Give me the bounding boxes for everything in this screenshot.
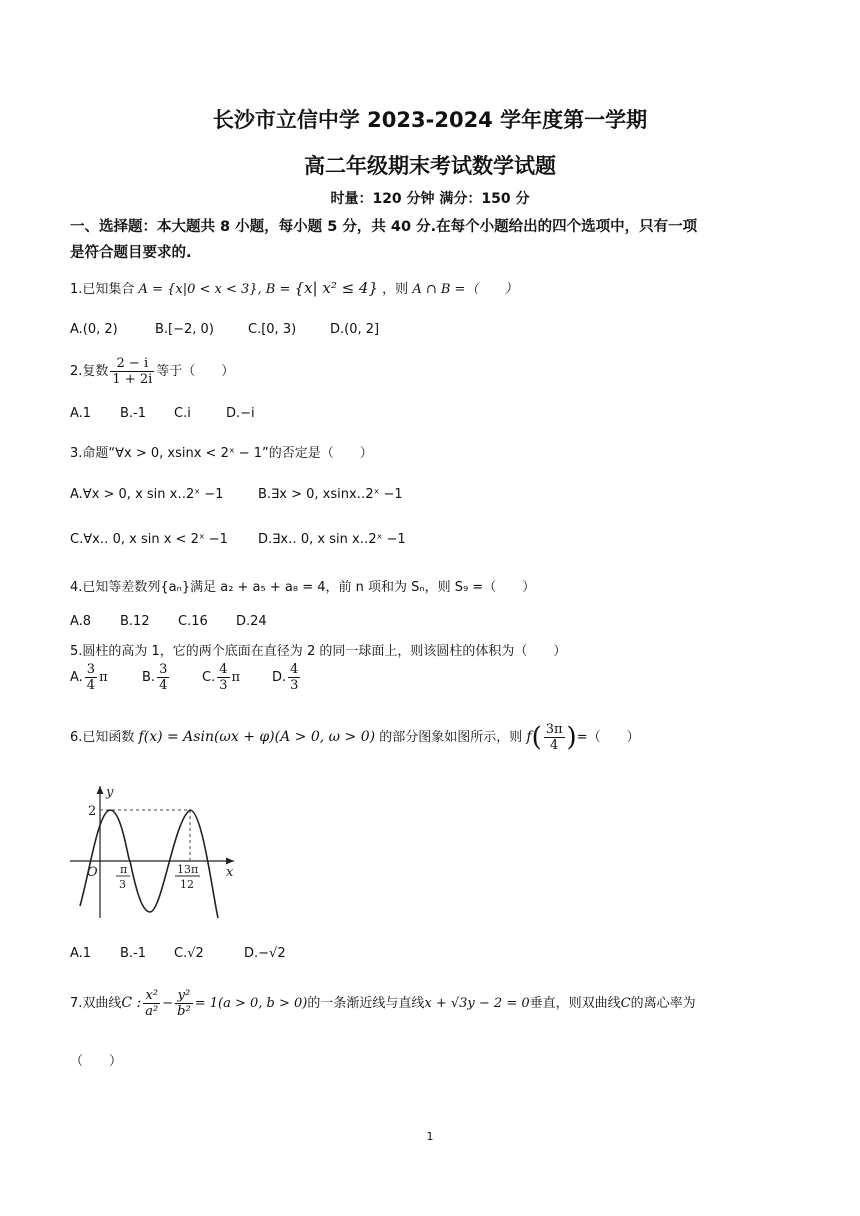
exam-title-line2: 高二年级期末考试数学试题 bbox=[304, 154, 556, 178]
q3-option-c: C.∀x‥ 0, x sin x < 2ˣ −1 bbox=[70, 532, 228, 547]
q7-y2: y² bbox=[175, 988, 193, 1004]
q5-c-tail: π bbox=[231, 670, 241, 685]
q6-sine-graph bbox=[62, 780, 242, 922]
q7-suffix: 垂直，则双曲线 bbox=[529, 996, 621, 1011]
q7-prefix: 7.双曲线 bbox=[70, 996, 122, 1011]
q6-tick2-num: 13π bbox=[177, 863, 199, 876]
q1-suffix: ，则 bbox=[382, 282, 409, 297]
q3-option-d: D.∃x‥ 0, x sin x‥2ˣ −1 bbox=[258, 532, 406, 547]
q1-set-a: A = {x|0 < x < 3}, B = bbox=[138, 282, 291, 297]
q6-option-a: A.1 bbox=[70, 946, 92, 961]
q4-option-a: A.8 bbox=[70, 614, 92, 629]
q7-c: C : bbox=[121, 995, 142, 1011]
q7-end: 的离心率为 bbox=[630, 996, 696, 1011]
q6-y-arrow bbox=[97, 786, 104, 794]
q4-option-c: C.16 bbox=[178, 614, 208, 629]
q6-num: 3π bbox=[545, 722, 563, 737]
q7-x2: x² bbox=[143, 988, 160, 1004]
q6-x-label: x bbox=[226, 865, 234, 880]
q6-mid: 的部分图象如图所示，则 bbox=[379, 730, 523, 745]
q5-b-den: 4 bbox=[159, 678, 168, 693]
q2-denominator: 1 + 2i bbox=[112, 372, 153, 387]
q6-tick1-num: π bbox=[120, 863, 128, 876]
q6-fraction bbox=[544, 722, 565, 753]
q5-a-fraction bbox=[85, 662, 97, 693]
question-5-stem: 5.圆柱的高为 1，它的两个底面在直径为 2 的同一球面上，则该圆柱的体积为（ ） bbox=[70, 644, 567, 659]
q1-option-c: C.[0, 3) bbox=[248, 322, 297, 337]
q7-eq: = 1(a > 0, b > 0) bbox=[194, 996, 308, 1011]
q5-a-tail: π bbox=[99, 670, 108, 685]
q7-b2: b² bbox=[177, 1004, 191, 1019]
q6-func: f(x) = Asin(ωx + φ)(A > 0, ω > 0) bbox=[138, 729, 376, 745]
q5-a-den: 4 bbox=[86, 678, 96, 693]
question-1-stem bbox=[70, 278, 517, 297]
q3-option-a: A.∀x > 0, x sin x‥2ˣ −1 bbox=[70, 487, 224, 502]
section-heading-line1: 一、选择题：本大题共 8 小题，每小题 5 分，共 40 分.在每个小题给出的四个选项中，只有一项 bbox=[70, 219, 698, 235]
q2-numerator: 2 − i bbox=[110, 356, 154, 372]
q7-line: x + √3y − 2 = 0 bbox=[424, 996, 530, 1011]
q2-option-a: A.1 bbox=[70, 406, 92, 421]
q5-c-fraction bbox=[217, 662, 229, 693]
q2-suffix: 等于（ ） bbox=[156, 364, 235, 379]
q1-set-b: {x| x² ≤ 4} bbox=[294, 279, 379, 297]
exam-title-line1: 长沙市立信中学 2023-2024 学年度第一学期 bbox=[212, 108, 648, 132]
exam-time-info: 时量：120 分钟 满分：150 分 bbox=[330, 191, 530, 207]
q6-tick2-den: 12 bbox=[180, 878, 194, 891]
question-4-stem: 4.已知等差数列{aₙ}满足 a₂ + a₅ + a₈ = 4，前 n 项和为 Sₙ，则 S₉ =（ ） bbox=[70, 580, 536, 595]
q4-option-b: B.12 bbox=[120, 614, 150, 629]
q2-option-d: D.−i bbox=[226, 406, 255, 421]
q5-b-label: B. bbox=[142, 670, 156, 685]
q5-d-fraction bbox=[288, 662, 300, 693]
q1-option-a: A.(0, 2) bbox=[70, 322, 118, 337]
q7-a2: a² bbox=[145, 1004, 159, 1019]
q5-a-label: A. bbox=[70, 670, 83, 685]
q5-option-a bbox=[70, 662, 108, 693]
q6-prefix: 6.已知函数 bbox=[70, 730, 135, 745]
q6-origin-label: O bbox=[87, 865, 98, 880]
q5-d-label: D. bbox=[272, 670, 287, 685]
q5-c-num: 4 bbox=[219, 662, 228, 677]
q7-answer-paren: （ ） bbox=[70, 1054, 123, 1069]
q6-x-arrow bbox=[226, 858, 234, 865]
q5-d-num: 4 bbox=[290, 662, 299, 677]
q6-f: f bbox=[526, 729, 532, 745]
q5-option-d bbox=[272, 662, 302, 693]
q7-frac-x bbox=[143, 988, 160, 1019]
q1-option-d: D.(0, 2] bbox=[330, 322, 380, 337]
page-number: 1 bbox=[426, 1130, 434, 1143]
q7-mid: 的一条渐近线与直线 bbox=[307, 996, 425, 1011]
q6-tick1-den: 3 bbox=[119, 878, 126, 891]
question-3-stem: 3.命题“∀x > 0, xsinx < 2ˣ − 1”的否定是（ ） bbox=[70, 446, 373, 461]
q5-b-fraction bbox=[157, 662, 169, 693]
q1-option-b: B.[−2, 0) bbox=[155, 322, 214, 337]
q6-suffix: =（ ） bbox=[576, 730, 640, 745]
q5-d-den: 3 bbox=[290, 678, 299, 693]
q5-a-num: 3 bbox=[86, 662, 96, 677]
q2-fraction bbox=[110, 356, 154, 387]
q7-c2: C bbox=[620, 996, 631, 1011]
q4-option-d: D.24 bbox=[236, 614, 267, 629]
q5-b-num: 3 bbox=[159, 662, 168, 677]
q6-option-b: B.-1 bbox=[120, 946, 147, 961]
q5-c-label: C. bbox=[202, 670, 216, 685]
q6-option-d: D.−√2 bbox=[244, 946, 286, 961]
q3-option-b: B.∃x > 0, xsinx‥2ˣ −1 bbox=[258, 487, 403, 502]
section-heading-line2: 是符合题目要求的. bbox=[70, 245, 192, 261]
q6-option-c: C.√2 bbox=[174, 946, 204, 961]
question-2-stem bbox=[70, 356, 234, 387]
q2-option-c: C.i bbox=[174, 406, 191, 421]
q5-option-c bbox=[202, 662, 240, 693]
q6-amplitude-label: 2 bbox=[88, 804, 97, 819]
q2-prefix: 2.复数 bbox=[70, 364, 109, 379]
q1-expr: A ∩ B =（ ） bbox=[412, 282, 518, 297]
q1-prefix: 1.已知集合 bbox=[70, 282, 135, 297]
question-7-stem: 7.双曲线C : $\frac{\text{x²}}{\text{a²}}$ − $\frac{\text{y²}}{\text{b²}}$ = 1(a > 0, b > 0)的一条渐近线与直线x + √3y − 2 = 0垂直，则双曲线C的离心率为 bbox=[70, 988, 696, 1019]
q5-option-b bbox=[142, 662, 171, 693]
q2-option-b: B.-1 bbox=[120, 406, 147, 421]
q6-y-label: y bbox=[106, 785, 114, 800]
question-6-stem: 6.已知函数 f(x) = Asin(ωx + φ)(A > 0, ω > 0) 的部分图象如图所示，则 f( $\frac{3\pi}{4}$ )=（ ） bbox=[70, 722, 640, 753]
q6-den: 4 bbox=[549, 738, 559, 753]
q5-c-den: 3 bbox=[219, 678, 228, 693]
q7-frac-y bbox=[175, 988, 193, 1019]
